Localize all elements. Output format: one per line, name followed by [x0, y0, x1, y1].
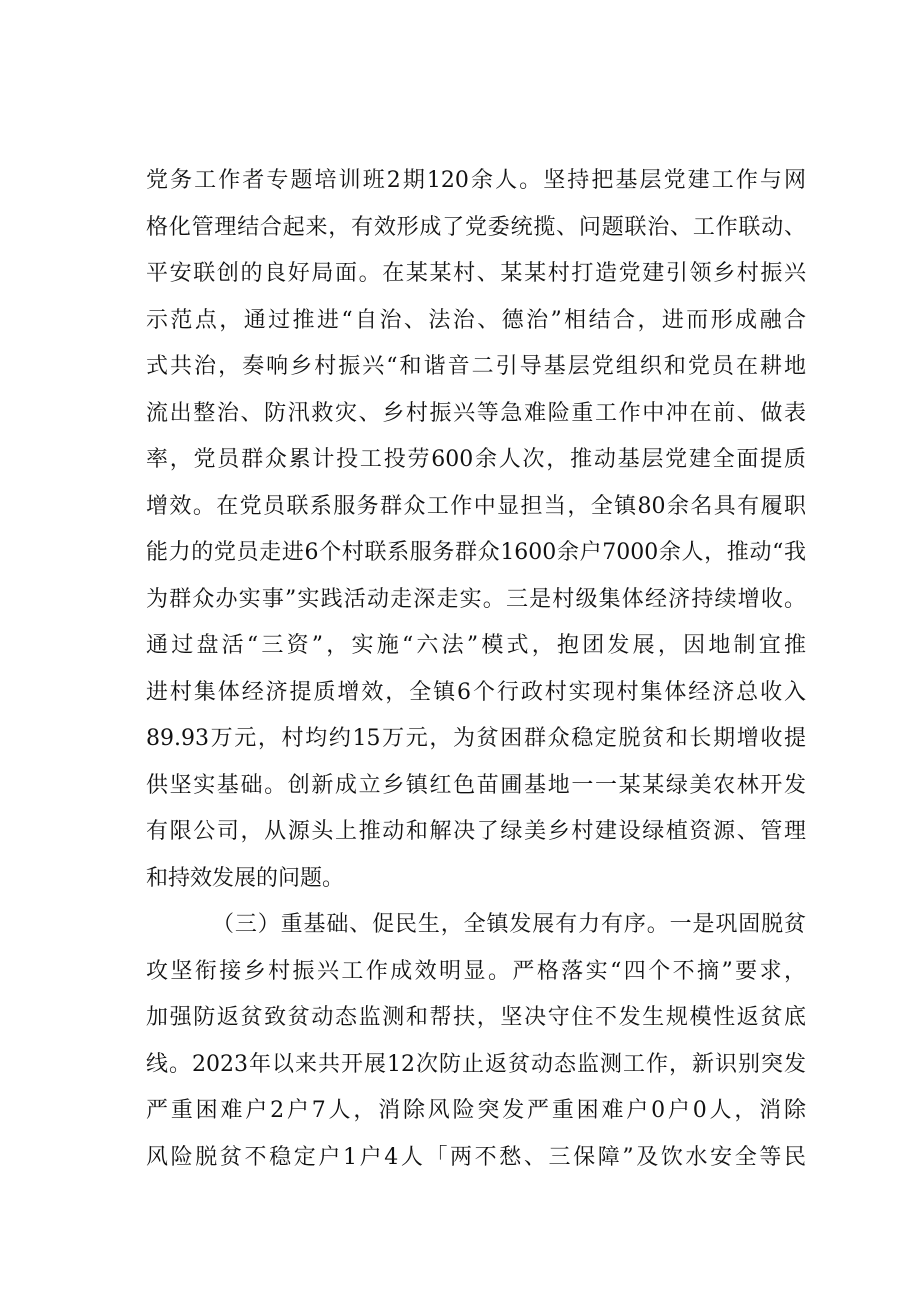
- text-line: 有限公司，从源头上推动和解决了绿美乡村建设绿植资源、管理: [146, 819, 806, 844]
- text-line: 严重困难户2户7人，消除风险突发严重困难户0户0人，消除: [146, 1098, 806, 1123]
- text-line: 格化管理结合起来，有效形成了党委统揽、问题联治、工作联动、: [146, 214, 806, 240]
- text-line: 风险脱贫不稳定户1户4人「两不愁、三保障”及饮水安全等民: [146, 1144, 806, 1170]
- text-line: 攻坚衔接乡村振兴工作成效明显。严格落实“四个不摘”要求，: [146, 958, 806, 984]
- text-line: 示范点，通过推进“自治、法治、德治”相结合，进而形成融合: [146, 307, 806, 333]
- text-line: 率，党员群众累计投工投劳600余人次，推动基层党建全面提质: [146, 447, 806, 472]
- text-line: 89.93万元，村均约15万元，为贫困群众稳定脱贫和长期增收提: [146, 726, 806, 751]
- text-line: 供坚实基础。创新成立乡镇红色苗圃基地一一某某绿美农林开发: [146, 772, 806, 798]
- text-line: 线。2023年以来共开展12次防止返贫动态监测工作，新识别突发: [146, 1051, 806, 1077]
- section-heading-line: （三）重基础、促民生，全镇发展有力有序。一是巩固脱贫: [212, 912, 806, 937]
- paragraph-end-line: 和持效发展的问题。: [146, 865, 345, 891]
- text-line: 平安联创的良好局面。在某某村、某某村打造党建引领乡村振兴: [146, 261, 806, 286]
- text-line: 加强防返贫致贫动态监测和帮扶，坚决守住不发生规模性返贫底: [146, 1005, 806, 1030]
- text-line: 流出整治、防汛救灾、乡村振兴等急难险重工作中冲在前、做表: [146, 400, 806, 426]
- text-line: 进村集体经济提质增效，全镇6个行政村实现村集体经济总收入: [146, 679, 806, 705]
- text-line: 为群众办实事”实践活动走深走实。三是村级集体经济持续增收。: [146, 586, 806, 612]
- body-text: [146, 158, 806, 1181]
- text-line: 式共治，奏响乡村振兴“和谐音二引导基层党组织和党员在耕地: [146, 354, 806, 379]
- text-line: 增效。在党员联系服务群众工作中显担当，全镇80余名具有履职: [146, 493, 806, 519]
- text-line: 通过盘活“三资”，实施“六法”模式，抱团发展，因地制宜推: [146, 633, 806, 658]
- text-line: 党务工作者专题培训班2期120余人。坚持把基层党建工作与网: [146, 168, 806, 193]
- text-line: 能力的党员走进6个村联系服务群众1600余户7000余人，推动“我: [146, 540, 806, 565]
